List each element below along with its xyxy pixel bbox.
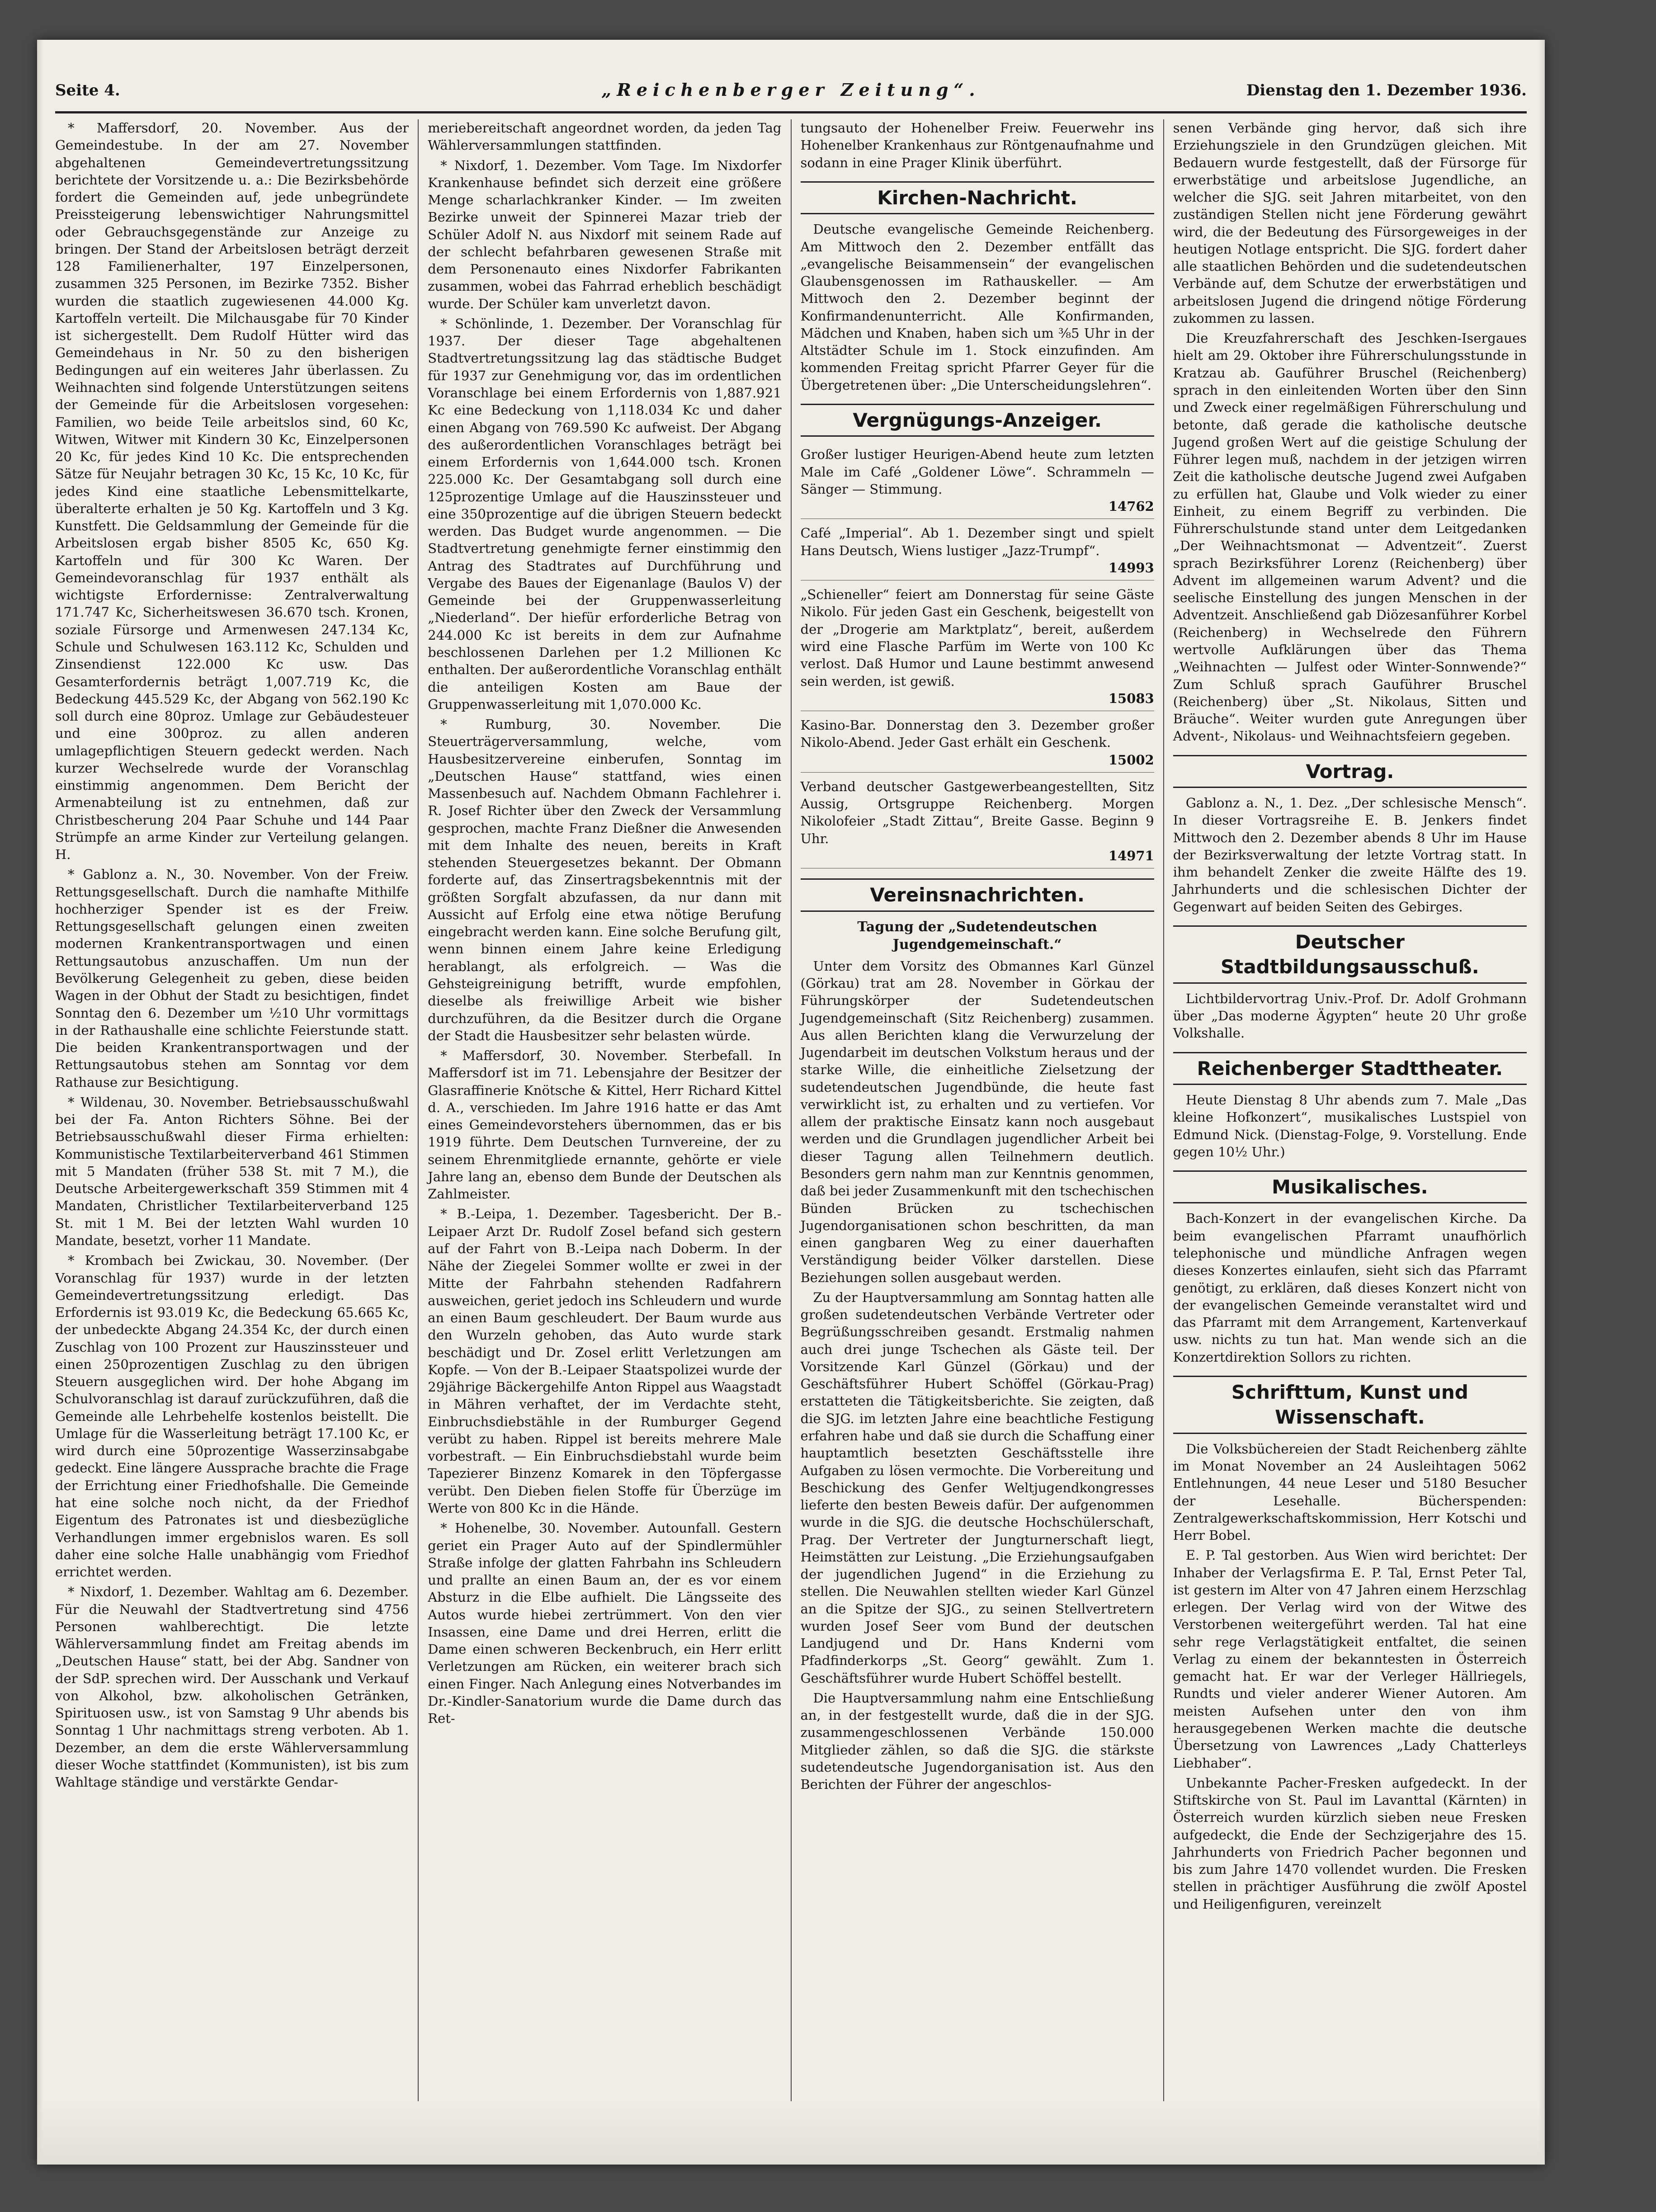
scan-edge-right xyxy=(1538,40,1545,2165)
article: Unbekannte Pacher-Fresken aufgedeckt. In der Stiftskirche von St. Paul im Lavanttal (Kärnten) in Österreich wurden kürzlich sieben neue Fresken aufgedeckt, die Ende der Sechzigerjahre des 15. Jahrhunderts von Friedrich Pacher begonnen und bis zum Jahre 1470 vollendet wurden. Die Fresken stellen in prächtiger Ausführung die zwölf Apostel und Heiligenfiguren, vereinzelt xyxy=(1173,1775,1527,1912)
section-heading-clubs: Vereinsnachrichten. xyxy=(801,878,1154,911)
section-heading-lecture: Vortrag. xyxy=(1173,755,1527,788)
article: * Rumburg, 30. November. Die Steuerträgerversammlung, welche, vom Hausbesitzervereine einberufen, Sonntag im „Deutschen Hause“ stattfand, wies einen Massenbesuch auf. Nachdem Obmann Fachlehrer i. R. Josef Richter über den Zweck der Versammlung gesprochen, machte Franz Dießner die Anwesenden mit dem Inhalte des neuen, bereits in Kraft stehenden Steuergesetzes bekannt. Der Obmann forderte auf, das Zinsertragsbekenntnis mit der größten Sorgfalt abzufassen, da nur dann mit Aussicht auf Erfolg eine etwa nötige Berufung eingebracht werden kann. Eine solche Berufung gilt, wenn binnen einem Jahre keine Erledigung herablangt, als erfolgreich. — Was die Gehsteigreinigung betrifft, wurde empfohlen, dieselbe als freiwillige Arbeit wie bisher durchzuführen, da die Besitzer durch die Organe der Stadt die Hausbesitzer sehr belasten würde. xyxy=(428,717,782,1043)
article: * Maffersdorf, 30. November. Sterbefall. In Maffersdorf ist im 71. Lebensjahre der Besitzer der Glasraffinerie Knötsche & Kittel, Herr Richard Kittel d. A., verschieden. Im Jahre 1916 hatte er das Amt eines Gemeindevorstehers übernommen, das er bis 1919 führte. Dem Deutschen Turnvereine, der zu seinem Ehrenmitgliede ernannte, gehörte er viele Jahre lang an, ebenso dem Bunde der Deutschen als Zahlmeister. xyxy=(428,1048,782,1202)
ad-number: 15002 xyxy=(1108,752,1154,768)
newspaper-page xyxy=(37,40,1545,2165)
article-continuation: meriebereitschaft angeordnet worden, da jeden Tag Wählerversammlungen stattfinden. xyxy=(428,120,782,153)
ad-text: Café „Imperial“. Ab 1. Dezember singt und spielt Hans Deutsch, Wiens lustiger „Jazz-Trumpf“. xyxy=(800,525,1154,558)
ad-number: 14993 xyxy=(1108,560,1154,575)
masthead-rule xyxy=(55,111,1527,113)
church-notice: Deutsche evangelische Gemeinde Reichenberg. Am Mittwoch den 2. Dezember entfällt das „evangelische Beisammensein“ der evangelischen Glaubensgenossen im Rathauskeller. — Am Mittwoch den 2. Dezember beginnt der Konfirmandenunterricht. Alle Konfirmanden, Mädchen und Knaben, haben sich um ⅜5 Uhr in der Altstädter Schule im 1. Stock einzufinden. Am kommenden Freitag spricht Pfarrer Geyer für die Übergetretenen über: „Die Unterscheidungslehren“. xyxy=(800,222,1154,393)
article-continuation: tungsauto der Hohenelber Freiw. Feuerwehr ins Hohenelber Krankenhaus zur Röntgenaufnahme und sodann in eine Prager Klinik überführt. xyxy=(800,120,1154,170)
article: Die Hauptversammlung nahm eine Entschließung an, in der festgestellt wurde, daß die in der SJG. zusammengeschlossenen Verbände 150.000 Mitglieder zählen, so daß die SJG. die stärkste sudetendeutsche Jugendorganisation ist. Aus den Berichten der Führer der angeschlos- xyxy=(800,1690,1154,1792)
article: Gablonz a. N., 1. Dez. „Der schlesische Mensch“. In dieser Vortragsreihe E. B. Jenkers findet Mittwoch den 2. Dezember abends 8 Uhr im Hause der Bezirksverwaltung der letzte Vortrag statt. In ihm behandelt Zenker die zweite Hälfte des 19. Jahrhunderts und die schlesischen Dichter der Gegenwart auf beiden Seiten des Gebirges. xyxy=(1173,795,1527,915)
section-heading-church: Kirchen-Nachricht. xyxy=(801,181,1154,214)
article: * Nixdorf, 1. Dezember. Wahltag am 6. Dezember. Für die Neuwahl der Stadtvertretung sind 4756 Personen wahlberechtigt. Die letzte Wählerversammlung findet am Freitag abends im „Deutschen Hause“ statt, bei der Abg. Sandner von der SdP. sprechen wird. Der Ausschank und Verkauf von Alkohol, bzw. alkoholischen Getränken, Spirituosen usw., ist von Samstag 9 Uhr abends bis Sonntag 1 Uhr nachmittags streng verboten. Ab 1. Dezember, an dem die erste Wählerversammlung dieser Woche stattfindet (Kommunisten), ist bis zum Wahltage ständige und verstärkte Gendar- xyxy=(55,1584,409,1790)
article: * B.-Leipa, 1. Dezember. Tagesbericht. Der B.-Leipaer Arzt Dr. Rudolf Zosel befand sich gestern auf der Fahrt von B.-Leipa nach Doberm. In der Nähe der Ziegelei Sommer wollte er zwei in der Mitte der Fahrbahn stehenden Radfahrern ausweichen, geriet jedoch ins Schleudern und wurde an einen Baum geschleudert. Der Baum wurde aus den Wurzeln gehoben, das Auto wurde stark beschädigt und Dr. Zosel erlitt Verletzungen am Kopfe. — Von der B.-Leipaer Staatspolizei wurde der 29jährige Bäckergehilfe Anton Rippel aus Waagstadt in Mähren verhaftet, der im Verdachte steht, Einbruchsdiebstähle in der Rumburger Gegend verübt zu haben. Rippel ist bereits mehrere Male vorbestraft. — Ein Einbruchsdiebstahl wurde beim Tapezierer Binzenz Komarek in den Töpfergasse verübt. Den Dieben fielen Stoffe für Überzüge im Werte von 800 Kc in die Hände. xyxy=(428,1206,782,1516)
column-2 xyxy=(418,119,781,2101)
article: E. P. Tal gestorben. Aus Wien wird berichtet: Der Inhaber der Verlagsfirma E. P. Tal, Ernst Peter Tal, ist gestern im Alter von 47 Jahren einem Herzschlag erlegen. Der Verlag wird von der Witwe des Verstorbenen weitergeführt werden. Tal hat eine sehr rege Verlagstätigkeit entfaltet, die seinen Verlag zu einem der bekanntesten in Österreich gemacht hat. Er war der Verleger Hällriegels, Rundts und vieler anderer Wiener Autoren. Am meisten Aufsehen unter den von ihm herausgegebenen Werken machte die deutsche Übersetzung von Lawrences „Lady Chatterleys Liebhaber“. xyxy=(1173,1547,1527,1771)
section-heading-literature: Schrifttum, Kunst und Wissenschaft. xyxy=(1173,1376,1527,1434)
article: * Krombach bei Zwickau, 30. November. (Der Voranschlag für 1937) wurde in der letzten Gemeindevertretungssitzung erledigt. Das Erfordernis ist 93.019 Kc, die Bedeckung 65.665 Kc, der unbedeckte Abgang 24.354 Kc, der durch einen Zuschlag von 100 Prozent zur Hauszinssteuer und einen 250prozentigen Zuschlag zu den übrigen Steuern ausgeglichen wird. Der hohe Abgang im Schulvoranschlag ist darauf zurückzuführen, daß die Gemeinde alle Lehrbehelfe kostenlos beistellt. Die Umlage für die Wasserleitung beträgt 17.100 Kc, er wird durch eine 50prozentige Wasserzinsabgabe gedeckt. Eine längere Aussprache brachte die Frage der Errichtung einer Friedhofshalle. Die Gemeinde hat eine solche noch nicht, da der Friedhof Eigentum des Patronates ist und diesbezügliche Verhandlungen immer ergebnislos waren. Es soll daher eine solche Halle unabhängig vom Friedhof errichtet werden. xyxy=(55,1253,409,1580)
classified-ad xyxy=(801,522,1154,580)
ad-text: Kasino-Bar. Donnerstag den 3. Dezember großer Nikolo-Abend. Jeder Gast erhält ein Geschenk. xyxy=(800,717,1154,750)
classified-ad xyxy=(801,775,1154,868)
classified-ad xyxy=(801,583,1154,711)
article: * Hohenelbe, 30. November. Autounfall. Gestern geriet ein Prager Auto auf der Spindlermühler Straße infolge der glatten Fahrbahn ins Schleudern und prallte an einen Baum an, der es vor einem Absturz in die Elbe aufhielt. Die Längsseite des Autos wurde hiebei zertrümmert. Von den vier Insassen, eine Dame und drei Herren, erlitt die Dame einen schweren Beckenbruch, ein Herr erlitt Verletzungen am Rücken, ein weiterer brach sich einen Finger. Nach Anlegung eines Notverbandes im Dr.-Kindler-Sanatorium wurde die Dame durch das Ret- xyxy=(428,1520,782,1726)
newspaper-title: „Reichenberger Zeitung“. xyxy=(601,80,981,100)
article: Die Kreuzfahrerschaft des Jeschken-Isergaues hielt am 29. Oktober ihre Führerschulungsstunde in Kratzau ab. Gauführer Bruschel (Reichenberg) sprach in den einleitenden Worten über den Sinn und Zweck einer regelmäßigen Führerschulung und betonte, daß gerade die katholische deutsche Jugend großen Wert auf die geistige Schulung der Führer legen muß, nachdem in der jetzigen wirren Zeit die katholische deutsche Jugend zwei Aufgaben zu erfüllen hat, Glaube und Volk wieder zu einer Einheit, zu einem Begriff zu verbinden. Die Führerschulstunde stand unter dem Leitgedanken „Der Weihnachtsmonat — Adventzeit“. Zuerst sprach Bezirksführer Lorenz (Reichenberg) über Advent im allgemeinen warum Advent? und die seelische Einstellung des jungen Menschen in der Adventzeit. Anschließend gab Diözesanführer Korbel (Reichenberg) in Wechselrede den Führern wertvolle Aufklärungen über das Thema „Weihnachten — Julfest oder Winter-Sonnwende?“ Zum Schluß sprach Gauführer Bruschel (Reichenberg) über „St. Nikolaus, Sitten und Bräuche“. Weiter wurden gute Anregungen über Advent-, Nikolaus- und Weihnachtsfeiern gegeben. xyxy=(1173,330,1527,744)
ad-text: Verband deutscher Gastgewerbeangestellten, Sitz Aussig, Ortsgruppe Reichenberg. Morgen Nikolofeier „Stadt Zittau“, Breite Gasse. Beginn 9 Uhr. xyxy=(800,778,1154,846)
column-1 xyxy=(55,119,409,2101)
article: * Nixdorf, 1. Dezember. Vom Tage. Im Nixdorfer Krankenhause befindet sich derzeit eine größere Menge scharlachkranker Kinder. — Im zweiten Bezirke unweit der Spinnerei Mazar trieb der Schüler Adolf N. aus Nixdorf mit seinem Rade auf der schlecht befahrbaren gewesenen Straße mit dem Personenauto eines Nixdorfer Fabrikanten zusammen, wobei das Fahrrad erheblich beschädigt wurde. Der Schüler kam unverletzt davon. xyxy=(428,157,782,311)
ad-number: 14971 xyxy=(1108,848,1154,863)
article: Zu der Hauptversammlung am Sonntag hatten alle großen sudetendeutschen Verbände Vertreter oder Begrüßungsschreiben gesandt. Erstmalig nahmen auch drei junge Tschechen als Gäste teil. Der Vorsitzende Karl Günzel (Görkau) und der Geschäftsführer Hubert Schöffel (Görkau-Prag) erstatteten die Tätigkeitsberichte. Sie zeigten, daß die SJG. im letzten Jahre eine beachtliche Festigung erfahren habe und daß sie durch die Schaffung einer hauptamtlich besetzten Geschäftsstelle ihre Aufgaben zu lösen vermochte. Die Vorbereitung und Beschickung des Genfer Weltjugendkongresses lieferte den besten Beweis dafür. Der aufgenommen wurde in die SJG. die deutsche Hochschülerschaft, Prag. Der Vertreter der Jungturnerschaft liegt, Heimstätten zur Leistung. „Die Erziehungsaufgaben der jugendlichen Jugend“ in die Erziehung zu stellen. Die Neuwahlen stellten wieder Karl Günzel an die Spitze der SJG., zu seinen Stellvertretern wurden Josef Seer vom Bund der deutschen Landjugend und Dr. Hans Knderni vom Pfadfinderkorps „St. Georg“ gewählt. Zum 1. Geschäftsführer wurde Hubert Schöffel bestellt. xyxy=(800,1289,1154,1686)
article-continuation: senen Verbände ging hervor, daß sich ihre Erziehungsziele in den Grundzügen gleichen. Mit Bedauern wurde festgestellt, daß der Fürsorge für erwerbstätige und arbeitslose Jugendliche, an welcher die SJG. seit Jahren mitarbeitet, von den zuständigen Stellen nicht jene Förderung gewährt wird, die der Bedeutung des Fürsorgeweiges in der heutigen Notlage entspricht. Die SJG. fordert daher alle staatlichen Behörden und die sudetendeutschen Verbände auf, dem Schutze der erwerbstätigen und arbeitslosen Jugend die dringend nötige Förderung zukommen zu lassen. xyxy=(1173,120,1527,326)
section-heading-entertainment: Vergnügungs-Anzeiger. xyxy=(801,404,1154,437)
columns xyxy=(55,119,1527,2101)
classified-ad xyxy=(801,443,1154,519)
issue-date: Dienstag den 1. Dezember 1936. xyxy=(1246,81,1527,99)
article: * Wildenau, 30. November. Betriebsausschußwahl bei der Fa. Anton Richters Söhne. Bei der Betriebsausschußwahl dieser Firma erhielten: Kommunistische Textilarbeiterverband 461 Stimmen mit 5 Mandaten (früher 538 St. mit 7 M.), die Deutsche Arbeitergewerkschaft 359 Stimmen mit 4 Mandaten, Christlicher Textilarbeiterverband 125 St. mit 1 M. Bei der letzten Wahl wurden 10 Mandate, besetzt, vorher 11 Mandate. xyxy=(55,1094,409,1248)
section-heading-education: Deutscher Stadtbildungsausschuß. xyxy=(1173,925,1527,984)
column-3 xyxy=(791,119,1154,2101)
article: * Gablonz a. N., 30. November. Von der Freiw. Rettungsgesellschaft. Durch die namhafte Mithilfe hochherziger Spender ist es der Freiw. Rettungsgesellschaft gelungen einen zweiten modernen Krankentransportwagen und einen Rettungsautobus anzuschaffen. Um nun der Bevölkerung Gelegenheit zu geben, diese beiden Wagen in der Obhut der Stadt zu besichtigen, findet Sonntag den 6. Dezember um ½10 Uhr vormittags in der Rathaushalle eine schlichte Feierstunde statt. Die beiden Krankentransportwagen und der Rettungsautobus stehen am Sonntag vor dem Rathause zur Besichtigung. xyxy=(55,867,409,1090)
ad-number: 15083 xyxy=(1108,690,1154,706)
section-heading-theatre: Reichenberger Stadttheater. xyxy=(1173,1052,1527,1085)
section-heading-music: Musikalisches. xyxy=(1173,1170,1527,1203)
article: * Maffersdorf, 20. November. Aus der Gemeindestube. In der am 27. November abgehaltenen Gemeindevertretungssitzung berichtete der Vorsitzende u. a.: Die Bezirksbehörde fordert die Gemeinden auf, jede unbegründete Preissteigerung lebenswichtiger Nahrungsmittel oder Gebrauchsgegenstände zur Anzeige zu bringen. Der Stand der Arbeitslosen beträgt derzeit 128 Familienerhalter, 197 Einzelpersonen, zusammen 325 Personen, im Bezirke 7352. Bisher wurden die staatlich zugewiesenen 44.000 Kg. Kartoffeln verteilt. Die Milchausgabe für 70 Kinder ist sichergestellt. Dem Rudolf Hütter wird das Gemeindehaus in Nr. 50 zu den bisherigen Bedingungen auf ein weiteres Jahr überlassen. Zu Weihnachten sind folgende Unterstützungen seitens der Gemeinde für die Arbeitslosen vorgesehen: Familien, wo beide Teile arbeitslos sind, 60 Kc, Witwen, Witwer mit Kindern 30 Kc, Einzelpersonen 20 Kc, für jedes Kind 10 Kc. Die entsprechenden Sätze für Neujahr betragen 30 Kc, 15 Kc, 10 Kc, für jedes Kind eine staatliche Lebensmittelkarte, überalterte erhalten je 50 Kg. Kartoffeln und 3 Kg. Kunstfett. Die Geldsammlung der Gemeinde für die Arbeitslosen ergab bisher 8505 Kc, 650 Kg. Kartoffeln und für 300 Kc Waren. Der Gemeindevoranschlag für 1937 enthält als wichtigste Erfordernisse: Zentralverwaltung 171.747 Kc, Sicherheitswesen 36.670 tsch. Kronen, soziale Fürsorge und Armenwesen 247.134 Kc, Schule und Schulwesen 163.112 Kc, Schulden und Zinsendienst 122.000 Kc usw. Das Gesamterfordernis beträgt 1,007.719 Kc, die Bedeckung 445.529 Kc, der Abgang von 562.190 Kc soll durch eine 80proz. Umlage zur Gebäudesteuer und eine 300proz. zu allen anderen umlagepflichtigen Steuern gedeckt werden. Nach kurzer Wechselrede wurde der Voranschlag einstimmig angenommen. Dem Bericht der Armenabteilung ist zu entnehmen, daß zur Christbescherung 204 Paar Schuhe und 144 Paar Strümpfe an arme Kinder zur Verteilung gelangen. H. xyxy=(55,120,409,863)
ad-number: 14762 xyxy=(1108,499,1154,514)
classified-ad xyxy=(801,714,1154,773)
article-subheading: Tagung der „Sudetendeutschen Jugendgemeinschaft.“ xyxy=(857,919,1097,953)
article: Lichtbildervortrag Univ.-Prof. Dr. Adolf Grohmann über „Das moderne Ägypten“ heute 20 Uhr große Volkshalle. xyxy=(1173,990,1527,1041)
masthead xyxy=(55,77,1527,106)
page-bottom-shadow xyxy=(37,2101,1545,2165)
article: * Schönlinde, 1. Dezember. Der Voranschlag für 1937. Der dieser Tage abgehaltenen Stadtvertretungssitzung lag das städtische Budget für 1937 zur Genehmigung vor, das im ordentlichen Voranschlage bei einem Erfordernis von 1,887.921 Kc eine Bedeckung von 1,118.034 Kc und daher einen Abgang von 769.590 Kc aufweist. Der Abgang des außerordentlichen Voranschlages beträgt bei einem Erfordernis von 1,644.000 tsch. Kronen 225.000 Kc. Der Gesamtabgang soll durch eine 125prozentige Umlage auf die Hauszinssteuer und eine 350prozentige auf die übrigen Steuern bedeckt werden. Das Budget wurde angenommen. — Die Stadtvertretung genehmigte ferner einstimmig den Antrag des Stadtrates auf Durchführung und Vergabe des Baues der Eigenanlage (Baulos V) der Gemeinde bei der Gruppenwasserleitung „Niederland“. Der hiefür erforderliche Betrag von 244.000 Kc ist bereits in dem zur Aufnahme beschlossenen Darlehen per 1.2 Millionen Kc enthalten. Der außerordentliche Voranschlag enthält die anteiligen Kosten am Baue der Gruppenwasserleitung mit 1,070.000 Kc. xyxy=(428,316,782,712)
article: Heute Dienstag 8 Uhr abends zum 7. Male „Das kleine Hofkonzert“, musikalisches Lustspiel von Edmund Nick. (Dienstag-Folge, 9. Vorstellung. Ende gegen 10½ Uhr.) xyxy=(1173,1092,1527,1160)
page-number: Seite 4. xyxy=(55,81,120,99)
article: Bach-Konzert in der evangelischen Kirche. Da beim evangelischen Pfarramt unaufhörlich telephonische und mündliche Anfragen wegen dieses Konzertes einlaufen, sieht sich das Pfarramt genötigt, zu erklären, daß dieses Konzert nicht von der evangelischen Gemeinde veranstaltet wird und das Pfarramt mit dem Arrangement, Kartenverkauf usw. nichts zu tun hat. Man wende sich an die Konzertdirektion Sollors zu richten. xyxy=(1173,1211,1527,1365)
scan-edge-left xyxy=(37,40,43,2165)
column-4 xyxy=(1163,119,1527,2101)
article: Die Volksbüchereien der Stadt Reichenberg zählte im Monat November an 24 Ausleihtagen 5062 Entlehnungen, 44 neue Leser und 5180 Besucher der Lesehalle. Bücherspenden: Zentralgewerkschaftskommission, Herr Kotschi und Herr Bobel. xyxy=(1173,1441,1527,1543)
ad-text: „Schieneller“ feiert am Donnerstag für seine Gäste Nikolo. Für jeden Gast ein Geschenk, beigestellt von der „Drogerie am Marktplatz“, bereit, außerdem wird eine Flasche Parfüm im Werte von 100 Kc verlost. Daß Humor und Laune bestimmt anwesend sein werden, ist gewiß. xyxy=(800,587,1154,689)
ad-text: Großer lustiger Heurigen-Abend heute zum letzten Male im Café „Goldener Löwe“. Schrammeln — Sänger — Stimmung. xyxy=(800,447,1154,497)
article: Unter dem Vorsitz des Obmannes Karl Günzel (Görkau) trat am 28. November in Görkau der Führungskörper der Sudetendeutschen Jugendgemeinschaft (Sitz Reichenberg) zusammen. Aus allen Berichten klang die Verwurzelung der Jugendarbeit im deutschen Volkstum heraus und der starke Wille, die einheitliche Zielsetzung der sudetendeutschen Jugendbünde, die heute fast verwirklicht ist, zu erhalten und zu vertiefen. Vor allem der praktische Einsatz kann noch ausgebaut werden und die Grundlagen jugendlicher Arbeit bei dieser Tagung allen Teilnehmern deutlich. Besonders gern nahm man zur Kenntnis genommen, daß bei jeder Zusammenkunft mit den tschechischen Bünden Brücken zu tschechischen Jugendorganisationen schon beschritten, da man einen gangbaren Weg zu einer dauerhaften Verständigung beider Völker darstellen. Diese Beziehungen sollen ausgebaut werden. xyxy=(800,958,1154,1285)
